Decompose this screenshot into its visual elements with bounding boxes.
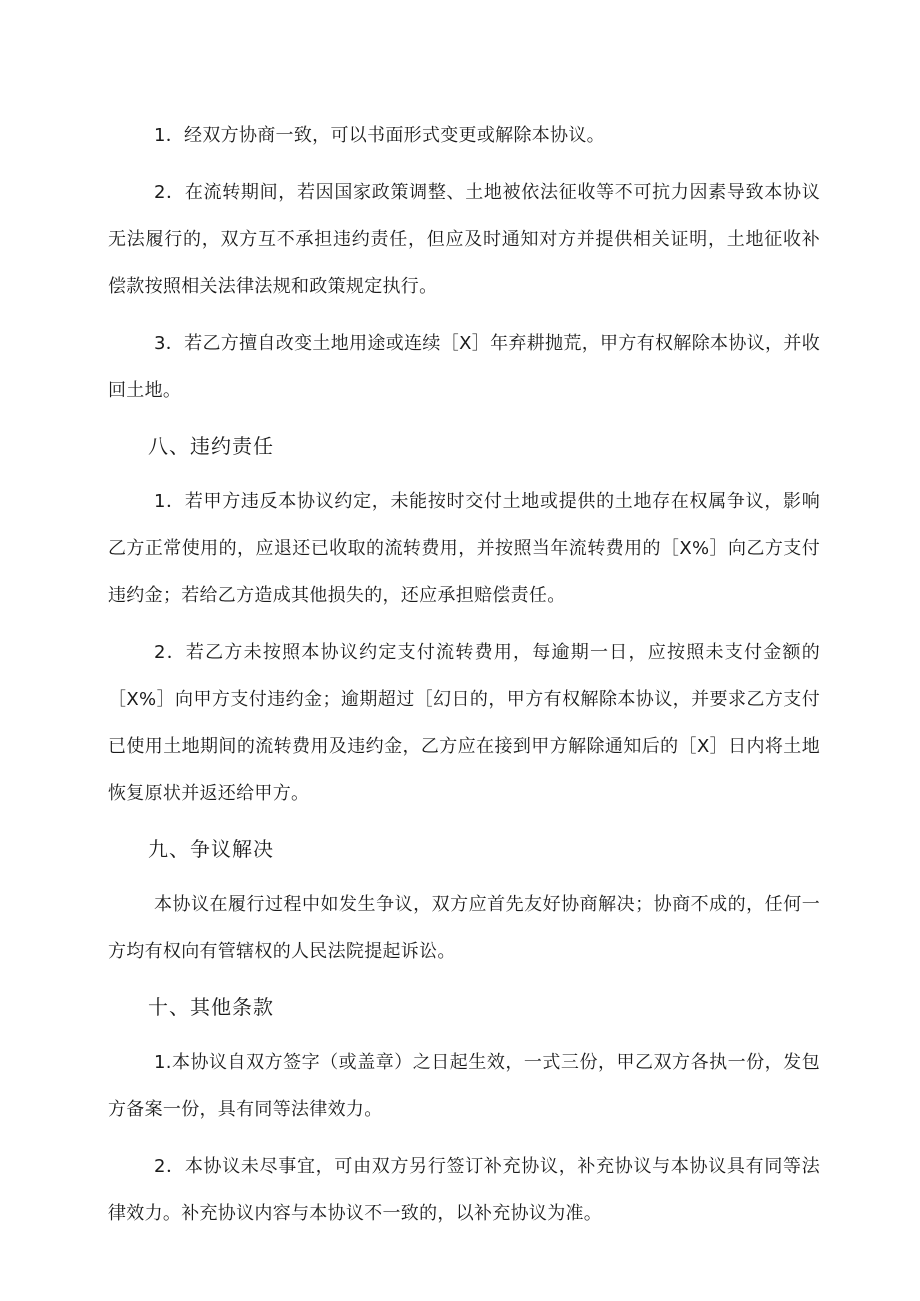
clause-7-3: 3．若乙方擅自改变土地用途或连续［X］年弃耕抛荒，甲方有权解除本协议，并收回土地。 xyxy=(108,333,820,401)
clause-10-2: 2．本协议未尽事宜，可由双方另行签订补充协议，补充协议与本协议具有同等法律效力。补充协议内容与本协议不一致的，以补充协议为准。 xyxy=(108,1156,820,1224)
section-heading-dispute-resolution: 九、争议解决 xyxy=(148,837,274,861)
clause-8-1: 1．若甲方违反本协议约定，未能按时交付土地或提供的土地存在权属争议，影响乙方正常使用的，应退还已收取的流转费用，并按照当年流转费用的［X%］向乙方支付违约金；若给乙方造成其他损失的，还应承担赔偿责任。 xyxy=(108,491,820,606)
clause-7-1: 1．经双方协商一致，可以书面形式变更或解除本协议。 xyxy=(154,125,605,146)
section-heading-breach-liability: 八、违约责任 xyxy=(148,434,274,458)
clause-8-2: 2．若乙方未按照本协议约定支付流转费用，每逾期一日，应按照未支付金额的［X%］向甲方支付违约金；逾期超过［幻日的，甲方有权解除本协议，并要求乙方支付已使用土地期间的流转费用及违约金，乙方应在接到甲方解除通知后的［X］日内将土地恢复原状并返还给甲方。 xyxy=(108,642,820,804)
document-body xyxy=(108,112,820,1247)
clause-9-1: 本协议在履行过程中如发生争议，双方应首先友好协商解决；协商不成的，任何一方均有权向有管辖权的人民法院提起诉讼。 xyxy=(108,894,820,962)
clause-10-1: 1.本协议自双方签字（或盖章）之日起生效，一式三份，甲乙双方各执一份，发包方备案一份，具有同等法律效力。 xyxy=(108,1052,820,1120)
clause-7-2: 2．在流转期间，若因国家政策调整、土地被依法征收等不可抗力因素导致本协议无法履行的，双方互不承担违约责任，但应及时通知对方并提供相关证明，土地征收补偿款按照相关法律法规和政策规定执行。 xyxy=(108,182,820,297)
section-heading-other-terms: 十、其他条款 xyxy=(148,995,274,1019)
